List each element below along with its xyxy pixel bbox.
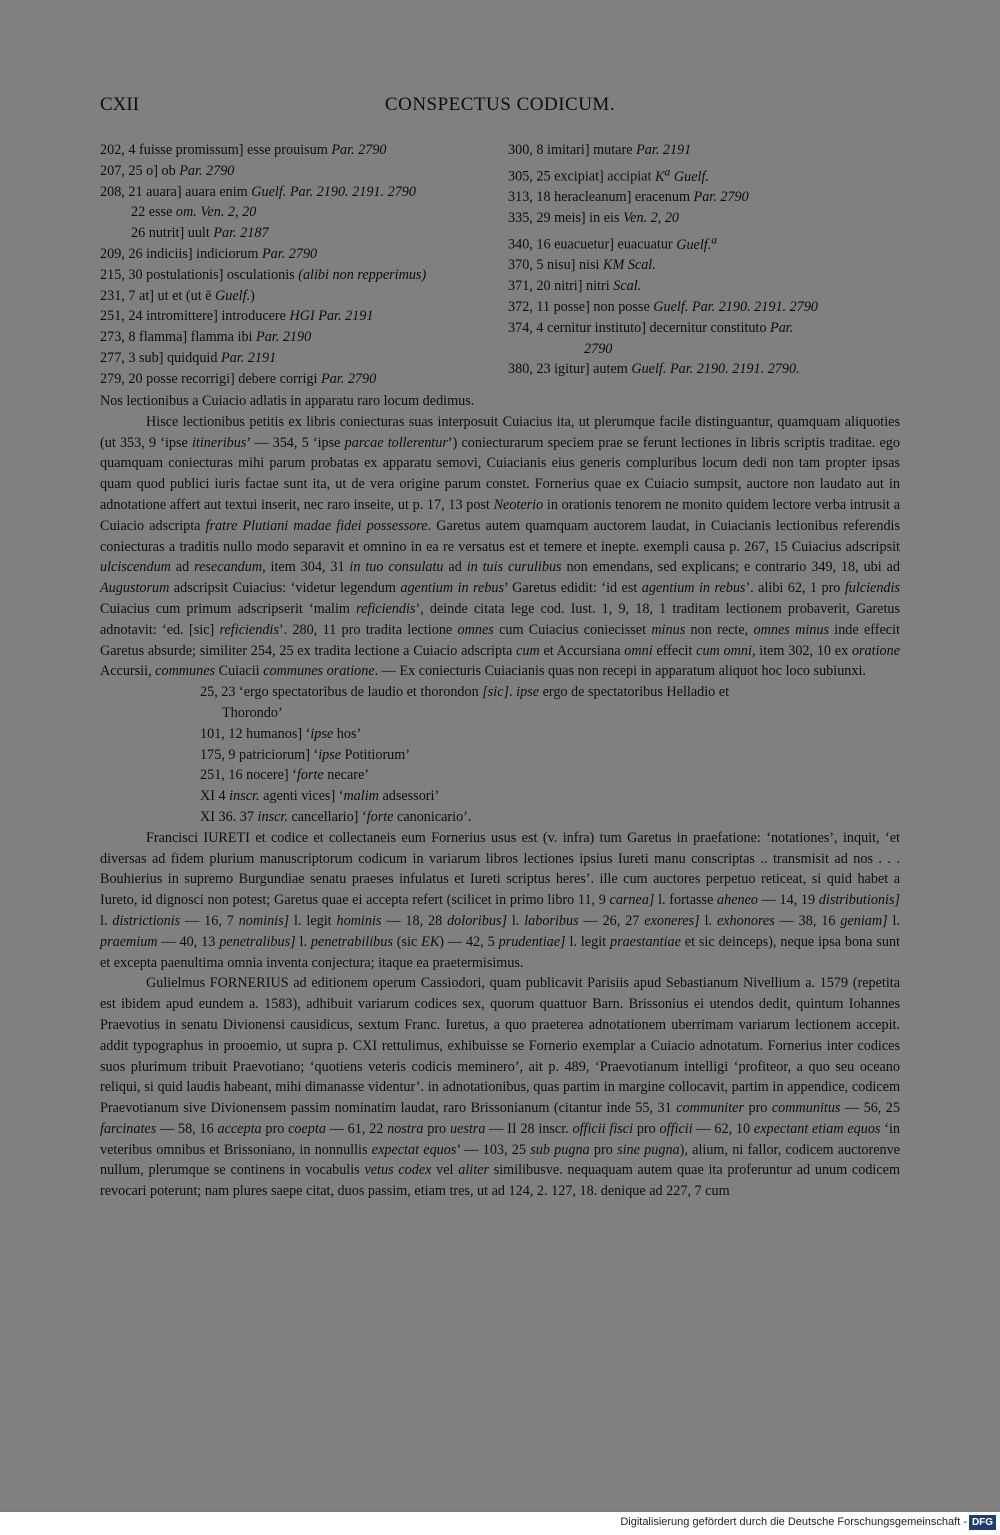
variant-entry: 300, 8 imitari] mutare Par. 2191 bbox=[508, 142, 692, 158]
right-variant-column bbox=[508, 140, 900, 380]
conjecture-list bbox=[100, 682, 900, 828]
variant-entry: 26 nutrit] uult Par. 2187 bbox=[131, 225, 269, 242]
variant-entry: 370, 5 nisu] nisi KM Scal. bbox=[508, 257, 656, 274]
variant-entry: 207, 25 o] ob Par. 2790 bbox=[100, 162, 235, 179]
variant-entry: 277, 3 sub] quidquid Par. 2191 bbox=[100, 349, 277, 366]
variant-entry: 231, 7 at] ut et (ut ē Guelf.) bbox=[100, 287, 255, 304]
paragraph-iuretus: Francisci IURETI et codice et collectaneis eum Fornerius usus est (v. infra) tum Garetus in praefatione: ‘notationes’, inquit, ‘et diversas ad fidem plurium manuscriptorum codicum in variarum libros lectiones ipsius Iureti manu conscriptas .. transmisit ad nos . . . Bouhierius in supremo Burgundiae senatu praeses infulatus et Iureti scriptus heres’. ille cum auctores perpetuo reticeat, si quid habet a Iureto, id dignosci non potest; Garetus quae ei accepta refert (scilicet in primo libro 11, 9 carnea] l. fortasse aheneo — 14, 19 distributionis] l. districtionis — 16, 7 nominis] l. legit hominis — 18, 28 doloribus] l. laboribus — 26, 27 exoneres] l. exhonores — 38, 16 geniam] l. praemium — 40, 13 penetralibus] l. penetrabilibus (sic EK) — 42, 5 prudentiae] l. legit praestantiae et sic deinceps), neque ipsa bona sunt et excepta paenultima omnia inventa conjectura; itaque ea praetermisimus. bbox=[100, 829, 901, 971]
dfg-logo: DFG bbox=[969, 1515, 996, 1530]
digitization-footer bbox=[0, 1512, 1000, 1535]
variant-entry: 371, 20 nitri] nitri Scal. bbox=[508, 278, 642, 295]
variant-entry: 313, 18 heracleanum] eracenum Par. 2790 bbox=[508, 189, 749, 206]
page-title: CONSPECTUS CODICUM. bbox=[384, 94, 616, 115]
variant-entry: 305, 25 excipiat] accipiat $K^a$ Guelf. bbox=[508, 163, 709, 185]
running-header bbox=[100, 94, 900, 120]
variant-entry: 279, 20 posse recorrigi] debere corrigi Par. 2790 bbox=[100, 370, 377, 387]
variant-entry: 208, 21 auara] auara enim Guelf. Par. 2190. 2191. 2790 bbox=[100, 183, 416, 200]
variant-entry: 22 esse om. Ven. 2, 20 bbox=[131, 204, 257, 221]
paragraph-fornerius: Gulielmus FORNERIUS ad editionem operum Cassiodori, quam publicavit Parisiis apud Sebastianum Nivellium a. 1579 (repetita est ibidem apud eundem a. 1583), adhibuit variarum codices sex, quorum quattuor Barn. Brissonius ei utendos dedit, quintum Iohannes Praevotius in senatu Divionensi causidicus, sextum Franc. Iuretus, a quo praeterea adnotationem uberrimam variarum lectionem accepit. addit typographus in prooemio, ut supra p. CXI rettulimus, exhibuisse se Fornerio exemplar a Cuiacio adnotatum. Fornerius inter codices suos plurimum tribuit Praevotiano; ‘quotiens veteris codicis meminero’, ait p. 489, ‘Praevotianum intelligi ‘profiteor, a quo seu oceano reliqui, si quid laudis habeant, mihi dimanasse videntur’. in adnotationibus, quas partim in margine collocavit, partim in appendice, codicem Praevotianum sive Divionensem passim nominatim laudat, raro Brissonianum (citantur inde 55, 31 communiter pro communitus — 56, 25 farcinates — 58, 16 accepta pro coepta — 61, 22 nostra pro uestra — II 28 inscr. officii fisci pro officii — 62, 10 expectant etiam equos ‘in veteribus omnibus et Brissoniano, in nonnullis expectat equos’ — 103, 25 sub pugna pro sine pugna), alium, ni fallor, codicem auctorenve nullum, plerumque se continens in vocabulis vetus codex vel aliter similibusve. nequaquam autem quae ita proferuntur ad unum codicem revocari poterunt; nam plures saepe citat, duos passim, etiam tres, ut ad 124, 2. 127, 18. denique ad 227, 7 cum bbox=[100, 975, 901, 1200]
variant-entry: 340, 16 euacuetur] euacuatur Guelf.$^a$ bbox=[508, 231, 718, 253]
variant-entry: 372, 11 posse] non posse Guelf. Par. 2190. 2191. 2790 bbox=[508, 299, 819, 316]
conjecture-entry: 251, 16 nocere] ‘forte necare’ bbox=[200, 767, 369, 784]
note-line: Nos lectionibus a Cuiacio adlatis in apparatu raro locum dedimus. bbox=[100, 393, 475, 409]
left-variant-column bbox=[100, 140, 495, 390]
conjecture-entry: 101, 12 humanos] ‘ipse hos’ bbox=[200, 725, 362, 742]
body-text bbox=[100, 391, 900, 1202]
variant-entry: 215, 30 postulationis] osculationis (alibi non repperimus) bbox=[100, 266, 427, 283]
variant-entry: 380, 23 igitur] autem Guelf. Par. 2190. 2191. 2790. bbox=[508, 361, 800, 378]
variant-entry: 335, 29 meis] in eis Ven. 2, 20 bbox=[508, 210, 680, 227]
paragraph-cuiacius: Hisce lectionibus petitis ex libris coniecturas suas interposuit Cuiacius ita, ut plerumque facile distinguantur, quamquam aliquoties (ut 353, 9 ‘ipse itineribus’ — 354, 5 ‘ipse parcae tollerentur’) coniecturarum speciem prae se ferunt lectiones in libris scriptis traditae. ego quamquam coniecturas mihi parum probatas ex apparatu semovi, Cuiacianis eius generis compluribus locum dedi non tam propter ipsas quam quod publici iuris factae sunt ita, ut de vera origine parum constet. Fornerius quae ex Cuiacio sumpsit, auctore non laudato aut in adnotatione affert aut textui inserit, nec raro inseite, ut p. 17, 13 post Neoterio in orationis tenorem ne monito quidem lectore verba intrusit a Cuiacio adscripta fratre Plutiani madae fidei possessore. Garetus autem quamquam auctorem laudat, in Cuiacianis lectionibus referendis coniecturas a traditis nullo modo separavit et omnino in ea re versatus est et temere et inepte. exempli causa p. 267, 15 Cuiacius adscripsit ulciscendum ad resecandum, item 304, 31 in tuo consulatu ad in tuis curulibus non emendans, sed explicans; e contrario 349, 18, ubi ad Augustorum adscripsit Cuiacius: ‘videtur legendum agentium in rebus’ Garetus edidit: ‘id est agentium in rebus’. alibi 62, 1 pro fulciendis Cuiacius cum primum adscripserit ‘malim reficiendis’, deinde citata lege cod. Iust. 1, 9, 18, 1 traditam lectionem probaverit, Garetus adnotavit: ‘ed. [sic] reficiendis’. 280, 11 pro tradita lectione omnes cum Cuiacius coniecisset minus non recte, omnes minus inde effecit Garetus absurde; similiter 254, 25 ex tradita lectione a Cuiacio adscripta cum et Accursiana omni effecit cum omni, item 302, 10 ex oratione Accursii, communes Cuiacii communes oratione. — Ex coniecturis Cuiacianis quas non recepi in apparatum aliquot hoc loco subiunxi. bbox=[100, 413, 901, 680]
variant-entry: 374, 4 cernitur instituto] decernitur constituto Par. bbox=[508, 319, 794, 336]
conjecture-entry-continued: Thorondo’ bbox=[222, 704, 283, 721]
variant-entry: 202, 4 fuisse promissum] esse prouisum Par. 2790 bbox=[100, 142, 387, 158]
variant-entry: 273, 8 flamma] flamma ibi Par. 2190 bbox=[100, 329, 312, 346]
conjecture-entry: XI 36. 37 inscr. cancellario] ‘forte canonicario’. bbox=[200, 808, 472, 825]
conjecture-entry: XI 4 inscr. agenti vices] ‘malim adsessori’ bbox=[200, 788, 440, 805]
variant-entry: 209, 26 indiciis] indiciorum Par. 2790 bbox=[100, 245, 318, 262]
footer-text: Digitalisierung gefördert durch die Deutsche Forschungsgemeinschaft - bbox=[620, 1516, 967, 1528]
page-number: CXII bbox=[100, 94, 140, 115]
conjecture-entry: 25, 23 ‘ergo spectatoribus de laudio et thorondon [sic]. ipse ergo de spectatoribus Helladio et bbox=[200, 684, 730, 701]
variant-entry: 2790 bbox=[584, 340, 613, 357]
variant-entry: 251, 24 intromittere] introducere HGI Par. 2191 bbox=[100, 308, 374, 325]
conjecture-entry: 175, 9 patriciorum] ‘ipse Potitiorum’ bbox=[200, 746, 411, 763]
